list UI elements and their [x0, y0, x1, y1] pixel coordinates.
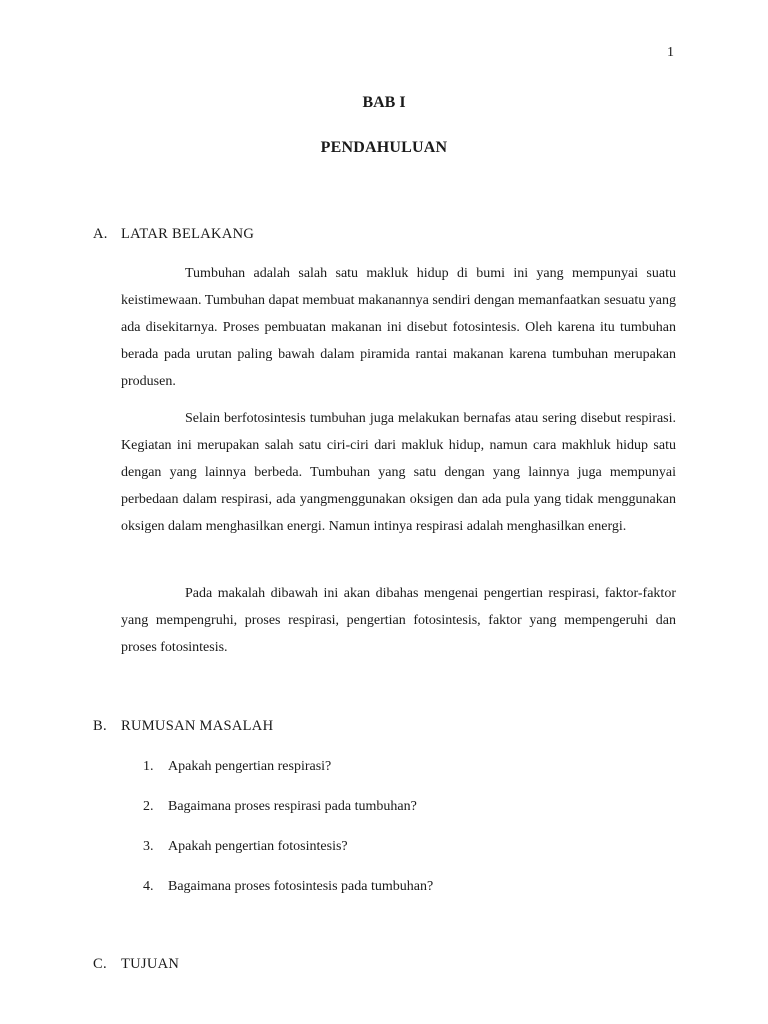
paragraph: Pada makalah dibawah ini akan dibahas mengenai pengertian respirasi, faktor-faktor yang mempengruhi, proses respirasi, pengertian fotosintesis, faktor yang mempengeruhi dan proses fotosintesis.: [121, 586, 676, 655]
list-item: [143, 797, 433, 837]
section-title: LATAR BELAKANG: [121, 226, 255, 242]
chapter-number: BAB I: [362, 94, 406, 111]
list-item-text: Bagaimana proses fotosintesis pada tumbuhan?: [168, 879, 434, 894]
page-number: 1: [667, 45, 674, 60]
section-title: TUJUAN: [121, 956, 180, 972]
list-item-number: 4.: [143, 879, 154, 894]
list-item: [143, 757, 433, 797]
list-item-number: 2.: [143, 799, 154, 814]
list-item-number: 3.: [143, 839, 154, 854]
list-item-text: Apakah pengertian fotosintesis?: [168, 839, 348, 854]
list-item: [143, 877, 433, 917]
section-letter: C.: [93, 956, 107, 972]
section-letter: A.: [93, 226, 108, 242]
section-heading-rumusan-masalah: [93, 718, 273, 735]
paragraph: Tumbuhan adalah salah satu makluk hidup di bumi ini yang mempunyai suatu keistimewaan. Tumbuhan dapat membuat makanannya sendiri dengan memanfaatkan sesuatu yang ada disekitarnya. Proses pembuatan makanan ini disebut fotosintesis. Oleh karena itu tumbuhan berada pada urutan paling bawah dalam piramida rantai makanan karena tumbuhan merupakan produsen.: [121, 266, 676, 389]
section-heading-tujuan: [93, 956, 179, 973]
section-title: RUMUSAN MASALAH: [121, 718, 274, 734]
question-list: [143, 757, 433, 917]
list-item-text: Apakah pengertian respirasi?: [168, 759, 332, 774]
list-item-number: 1.: [143, 759, 154, 774]
paragraph: Selain berfotosintesis tumbuhan juga melakukan bernafas atau sering disebut respirasi. Kegiatan ini merupakan salah satu ciri-ciri dari makluk hidup, namun cara makhluk hidup satu dengan yang lainnya berbeda. Tumbuhan yang satu dengan yang lainnya juga mempunyai perbedaan dalam respirasi, ada yangmenggunakan oksigen dan ada pula yang tidak menggunakan oksigen dalam menghasilkan energi. Namun intinya respirasi adalah menghasilkan energi.: [121, 411, 676, 534]
list-item: [143, 837, 433, 877]
list-item-text: Bagaimana proses respirasi pada tumbuhan?: [168, 799, 417, 814]
section-letter: B.: [93, 718, 107, 734]
chapter-title: PENDAHULUAN: [320, 139, 448, 156]
section-heading-latar-belakang: [93, 226, 254, 243]
